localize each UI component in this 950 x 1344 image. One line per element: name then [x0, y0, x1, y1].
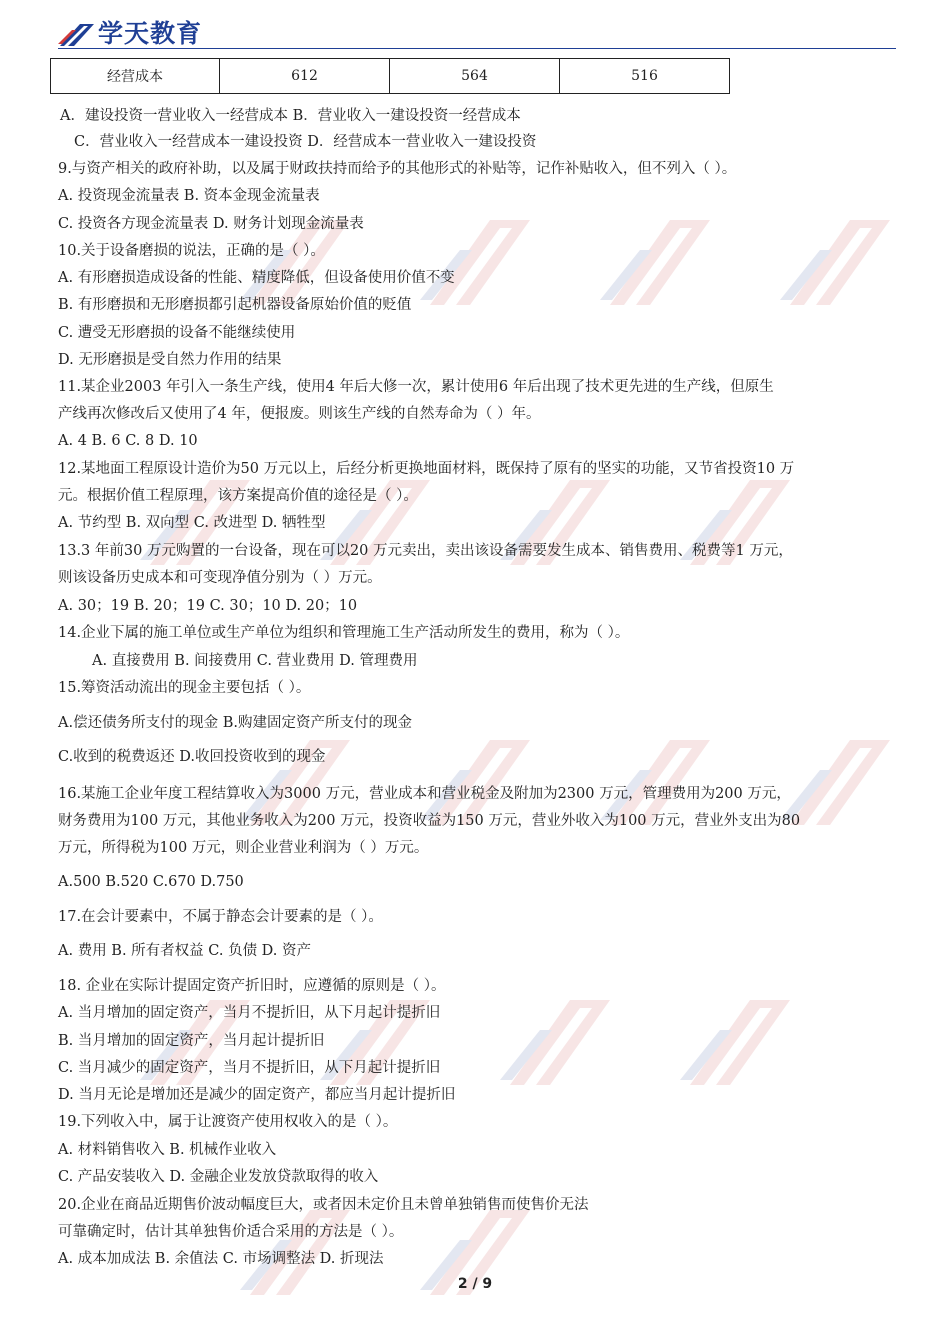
text-line: A. 30；19 B. 20；19 C. 30；10 D. 20；10: [58, 598, 358, 614]
text-line: 可靠确定时，估计其单独售价适合采用的方法是（ ）。: [58, 1224, 404, 1240]
text-line: A. 投资现金流量表 B. 资本金现金流量表: [58, 188, 320, 204]
watermark-logo-icon: [500, 990, 620, 1090]
text-line: B. 有形磨损和无形磨损都引起机器设备原始价值的贬值: [58, 297, 412, 313]
text-line: 11.某企业2003 年引入一条生产线，使用4 年后大修一次，累计使用6 年后出现了技术更先进的生产线，但原生: [58, 379, 774, 395]
watermark-logo-icon: [420, 210, 540, 310]
text-line: A. 节约型 B. 双向型 C. 改进型 D. 牺牲型: [58, 515, 326, 531]
text-line: 13.3 年前30 万元购置的一台设备，现在可以20 万元卖出，卖出该设备需要发生成本、销售费用、税费等1 万元，: [58, 543, 793, 559]
text-line: 12.某地面工程原设计造价为50 万元以上，后经分析更换地面材料，既保持了原有的坚实的功能，又节省投资10 万: [58, 461, 795, 477]
text-line: 17.在会计要素中，不属于静态会计要素的是（ ）。: [58, 909, 383, 925]
text-line: 16.某施工企业年度工程结算收入为3000 万元，营业成本和营业税金及附加为2300 万元，管理费用为200 万元，: [58, 786, 791, 802]
table-cell: 经营成本: [51, 59, 220, 94]
text-line: 产线再次修改后又使用了4 年，便报废。则该生产线的自然寿命为（ ）年。: [58, 406, 541, 422]
cost-table: [50, 58, 730, 94]
text-line: C. 产品安装收入 D. 金融企业发放贷款取得的收入: [58, 1169, 379, 1185]
text-line: C. 投资各方现金流量表 D. 财务计划现金流量表: [58, 216, 364, 232]
table-cell: 516: [560, 59, 730, 94]
text-line: D. 无形磨损是受自然力作用的结果: [58, 352, 282, 368]
text-line: A.偿还债务所支付的现金 B.购建固定资产所支付的现金: [58, 715, 412, 731]
text-line: 19.下列收入中，属于让渡资产使用权收入的是（ ）。: [58, 1114, 398, 1130]
watermark-logo-icon: [680, 990, 800, 1090]
text-line: 20.企业在商品近期售价波动幅度巨大，或者因未定价且未曾单独销售而使售价无法: [58, 1197, 589, 1213]
text-line: D. 当月无论是增加还是减少的固定资产，都应当月起计提折旧: [58, 1087, 456, 1103]
table-cell: 612: [220, 59, 390, 94]
page-header: [58, 18, 896, 52]
page-number: 2 / 9: [457, 1276, 493, 1292]
header-rule: [58, 48, 896, 49]
logo-icon: [58, 20, 96, 48]
text-line: C. 遭受无形磨损的设备不能继续使用: [58, 325, 296, 341]
text-line: 万元，所得税为100 万元，则企业营业利润为（ ）万元。: [58, 840, 429, 856]
text-line: A. 有形磨损造成设备的性能、精度降低，但设备使用价值不变: [58, 270, 455, 286]
text-line: A. 材料销售收入 B. 机械作业收入: [58, 1142, 277, 1158]
text-line: 18. 企业在实际计提固定资产折旧时，应遵循的原则是（ ）。: [58, 978, 446, 994]
text-line: B. 当月增加的固定资产，当月起计提折旧: [58, 1033, 325, 1049]
text-line: A. 当月增加的固定资产，当月不提折旧，从下月起计提折旧: [58, 1005, 441, 1021]
text-line: 14.企业下属的施工单位或生产单位为组织和管理施工生产活动所发生的费用，称为（ ）。: [58, 625, 630, 641]
text-line: A. 直接费用 B. 间接费用 C. 营业费用 D. 管理费用: [92, 653, 418, 669]
table-row: [51, 59, 730, 94]
text-line: 10.关于设备磨损的说法，正确的是（ ）。: [58, 243, 325, 259]
logo-text: 学天教育: [98, 19, 203, 48]
text-line: 元。根据价值工程原理，该方案提高价值的途径是（ ）。: [58, 488, 418, 504]
text-line: C. 当月减少的固定资产，当月不提折旧，从下月起计提折旧: [58, 1060, 441, 1076]
text-line: 9.与资产相关的政府补助，以及属于财政扶持而给予的其他形式的补贴等，记作补贴收入，但不列入（ ）。: [58, 161, 737, 177]
text-line: A. 费用 B. 所有者权益 C. 负债 D. 资产: [58, 943, 312, 959]
text-line: A.500 B.520 C.670 D.750: [58, 874, 244, 890]
watermark-logo-icon: [780, 210, 900, 310]
table-cell: 564: [390, 59, 560, 94]
text-line: A. 4 B. 6 C. 8 D. 10: [58, 433, 198, 449]
text-line: C．营业收入一经营成本一建设投资 D．经营成本一营业收入一建设投资: [74, 134, 537, 150]
text-line: 则该设备历史成本和可变现净值分别为（ ）万元。: [58, 570, 382, 586]
text-line: 15.筹资活动流出的现金主要包括（ ）。: [58, 680, 311, 696]
text-line: A．建设投资一营业收入一经营成本 B．营业收入一建设投资一经营成本: [60, 108, 521, 124]
text-line: 财务费用为100 万元，其他业务收入为200 万元，投资收益为150 万元，营业外收入为100 万元，营业外支出为80: [58, 813, 801, 829]
watermark-logo-icon: [600, 210, 720, 310]
text-line: C.收到的税费返还 D.收回投资收到的现金: [58, 749, 326, 765]
text-line: A. 成本加成法 B. 余值法 C. 市场调整法 D. 折现法: [58, 1251, 384, 1267]
